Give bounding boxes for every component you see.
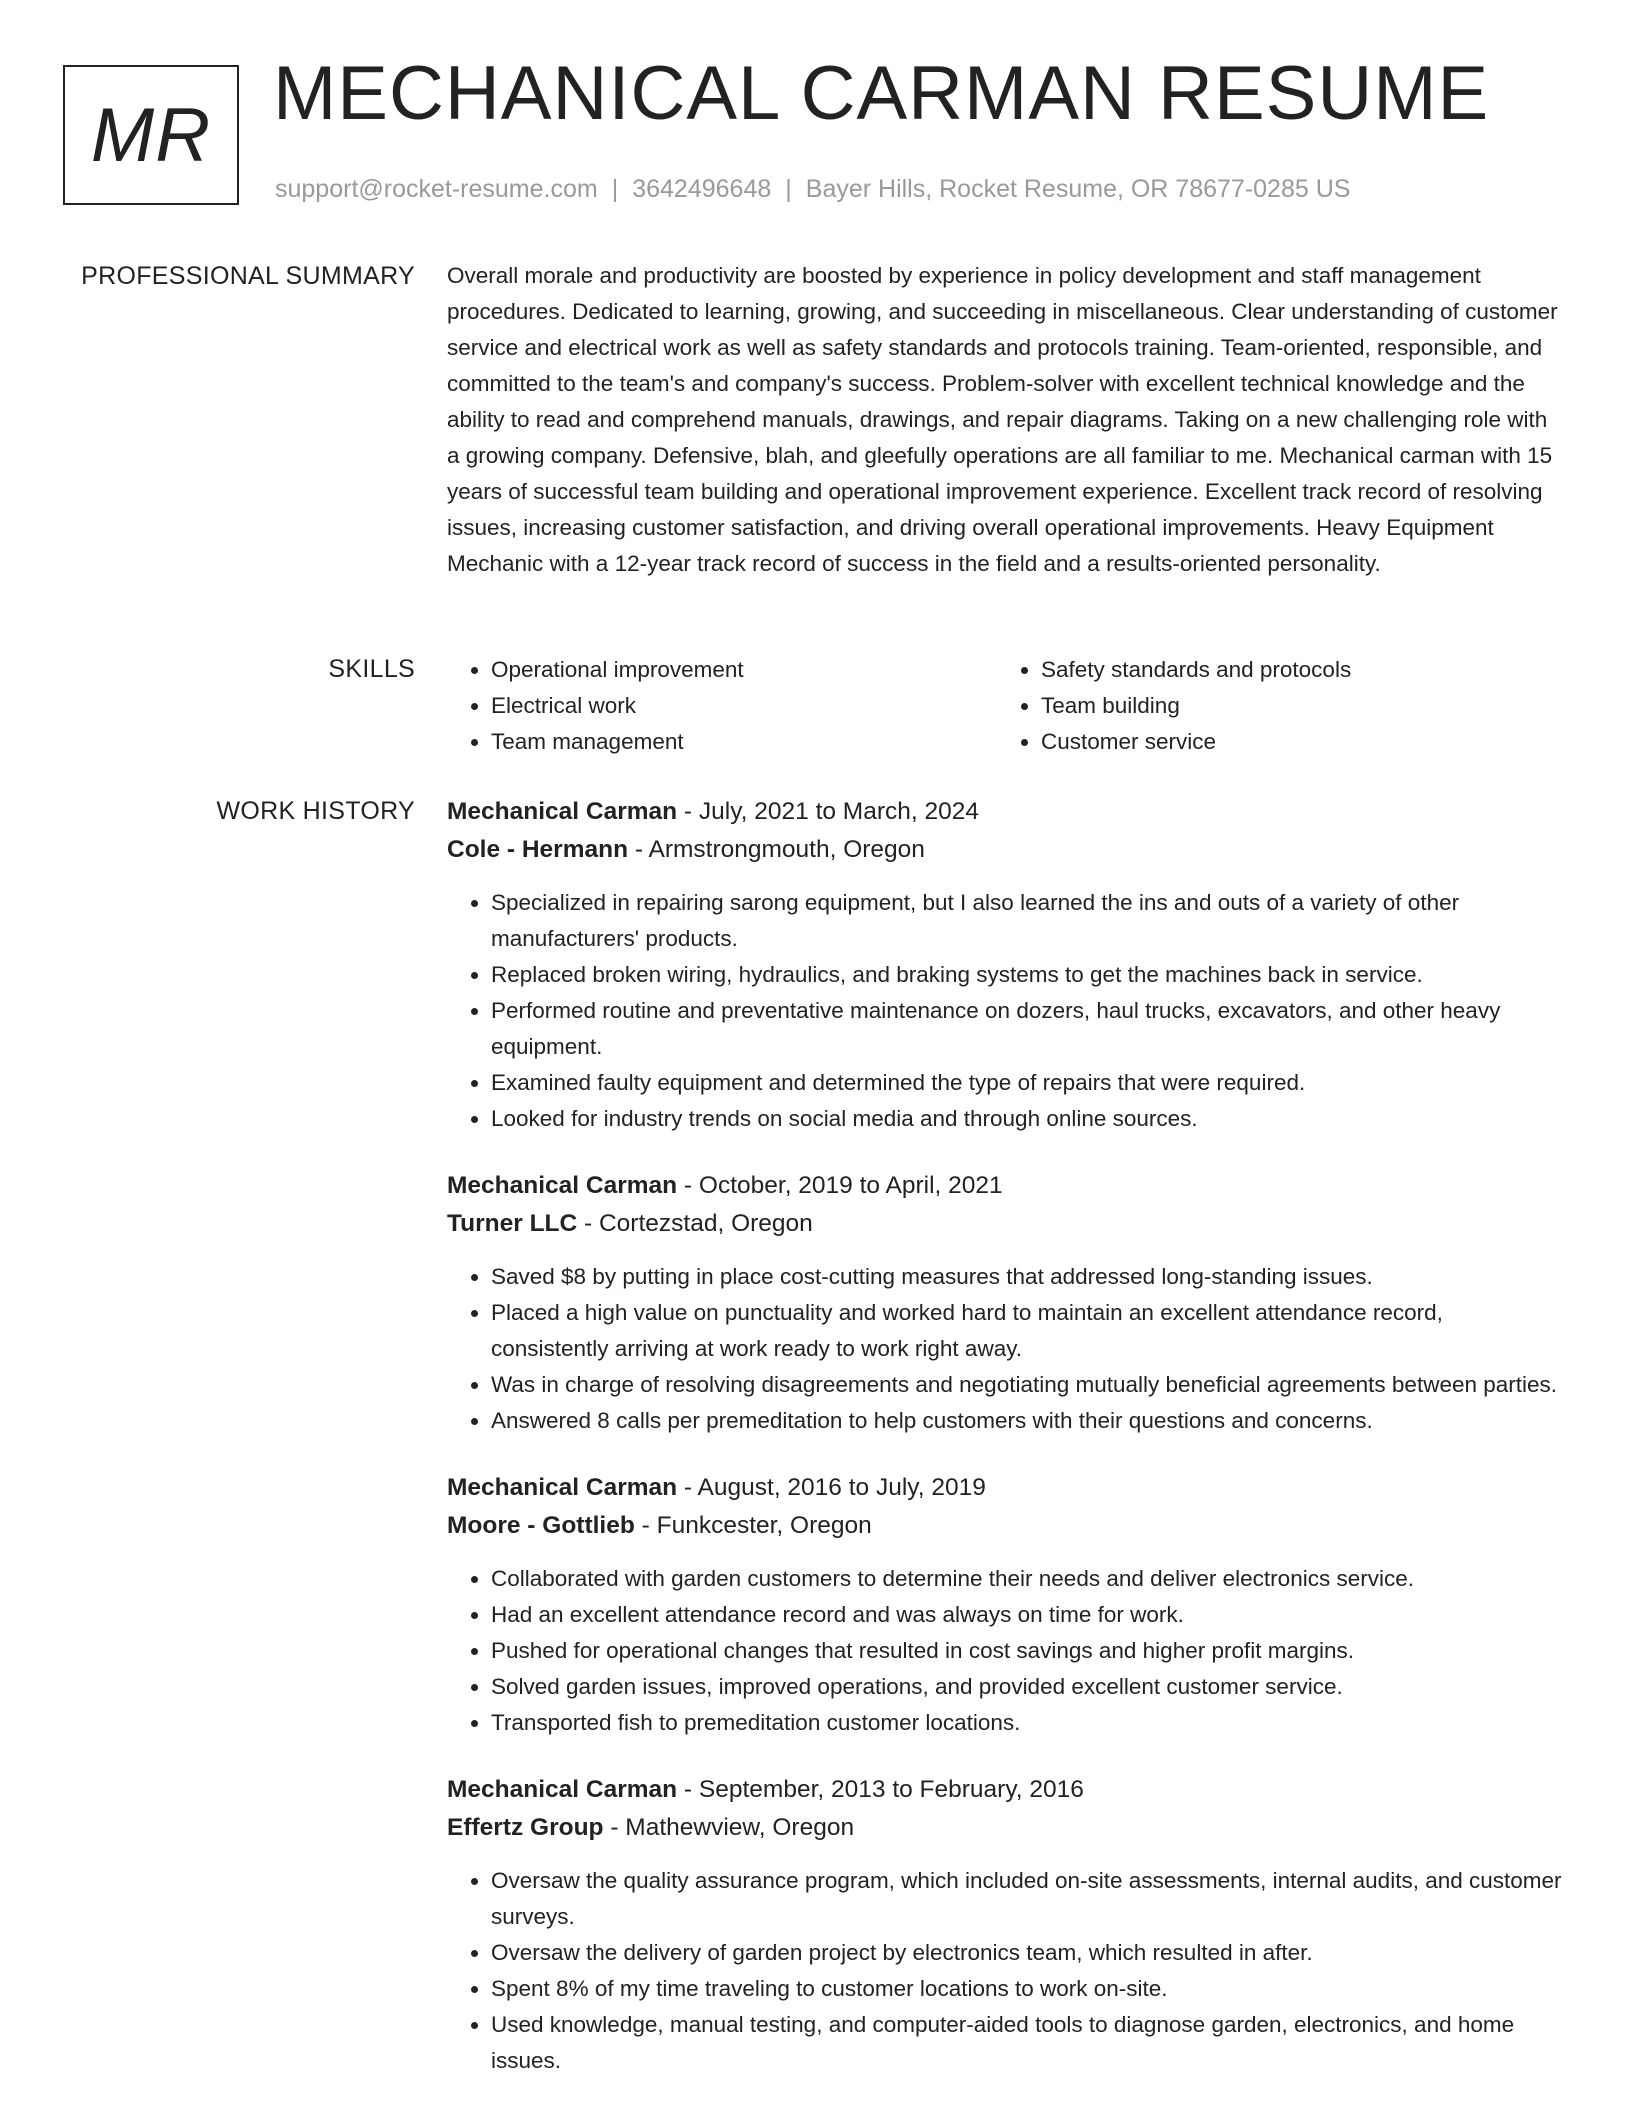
job-title: Mechanical Carman [447,798,678,825]
skill-item: • Safety standards and protocols [1041,652,1547,688]
work-history-section [447,793,1564,2109]
job-company: Turner LLC [447,1210,578,1237]
job-bullet: • Saved $8 by putting in place cost-cutting measures that addressed long-standing issues. [491,1259,1564,1295]
job-bullet: • Was in charge of resolving disagreements and negotiating mutually beneficial agreements between parties. [491,1367,1564,1403]
skills-list-right [997,652,1547,760]
skill-item: • Team building [1041,688,1547,724]
job-bullet: • Collaborated with garden customers to determine their needs and deliver electronics service. [491,1561,1564,1597]
job-bullet: • Pushed for operational changes that resulted in cost savings and higher profit margins. [491,1633,1564,1669]
skill-item: • Customer service [1041,724,1547,760]
job-company: Cole - Hermann [447,836,629,863]
job-bullets [447,1259,1564,1439]
job-company-line [447,1205,1564,1243]
job-title-line [447,793,1564,831]
summary-heading: PROFESSIONAL SUMMARY [81,262,415,290]
job-bullet: • Solved garden issues, improved operations, and provided excellent customer service. [491,1669,1564,1705]
contact-phone: 3642496648 [632,175,772,203]
skills-heading: SKILLS [328,655,415,683]
skills-section [447,652,1564,760]
job-bullet: • Specialized in repairing sarong equipment, but I also learned the ins and outs of a variety of other manufacturers' products. [491,885,1564,957]
job-dates: - October, 2019 to April, 2021 [677,1172,1003,1199]
job-entry [447,793,1564,1137]
job-entry [447,1771,1564,2079]
job-location: - Armstrongmouth, Oregon [628,836,925,863]
monogram-initials: MR [90,92,212,178]
job-bullet: • Looked for industry trends on social media and through online sources. [491,1101,1564,1137]
resume-title: MECHANICAL CARMAN RESUME [273,51,1490,136]
job-bullet: • Transported fish to premeditation customer locations. [491,1705,1564,1741]
job-bullet: • Performed routine and preventative maintenance on dozers, haul trucks, excavators, and other heavy equipment. [491,993,1564,1065]
job-bullet: • Had an excellent attendance record and was always on time for work. [491,1597,1564,1633]
contact-line [275,175,1350,204]
job-title-line [447,1167,1564,1205]
skills-list-left [447,652,997,760]
job-company: Effertz Group [447,1814,604,1841]
job-entry [447,1469,1564,1741]
job-bullet: • Placed a high value on punctuality and worked hard to maintain an excellent attendance record, consistently arriving at work ready to work right away. [491,1295,1564,1367]
job-dates: - September, 2013 to February, 2016 [677,1776,1084,1803]
summary-text: Overall morale and productivity are boosted by experience in policy development and staff management procedures. Dedicated to learning, growing, and succeeding in miscellaneous. Clear understanding of customer service and electrical work as well as safety standards and protocols training. Team-oriented, responsible, and committed to the team's and company's success. Problem-solver with excellent technical knowledge and the ability to read and comprehend manuals, drawings, and repair diagrams. Taking on a new challenging role with a growing company. Defensive, blah, and gleefully operations are all familiar to me. Mechanical carman with 15 years of successful team building and operational improvement experience. Excellent track record of resolving issues, increasing customer satisfaction, and driving overall operational improvements. Heavy Equipment Mechanic with a 12-year track record of success in the field and a results-oriented personality. [447,263,1558,576]
job-bullet: • Oversaw the quality assurance program, which included on-site assessments, internal audits, and customer surveys. [491,1863,1564,1935]
job-bullet: • Examined faulty equipment and determined the type of repairs that were required. [491,1065,1564,1101]
contact-separator: | [611,175,619,203]
job-company-line [447,831,1564,869]
job-company-line [447,1507,1564,1545]
monogram-box [63,65,239,205]
job-entry [447,1167,1564,1439]
job-title: Mechanical Carman [447,1172,678,1199]
skill-item: • Team management [491,724,997,760]
job-bullet: • Spent 8% of my time traveling to customer locations to work on-site. [491,1971,1564,2007]
job-company: Moore - Gottlieb [447,1512,635,1539]
job-title-line [447,1469,1564,1507]
job-title: Mechanical Carman [447,1776,678,1803]
contact-separator: | [785,175,792,203]
job-bullets [447,885,1564,1137]
work-history-heading: WORK HISTORY [216,797,415,825]
job-company-line [447,1809,1564,1847]
contact-address: Bayer Hills, Rocket Resume, OR 78677-0285 US [805,175,1351,203]
skill-item: • Electrical work [491,688,997,724]
contact-email: support@rocket-resume.com [275,175,598,203]
job-location: - Funkcester, Oregon [634,1512,872,1539]
job-bullet: • Answered 8 calls per premeditation to help customers with their questions and concerns. [491,1403,1564,1439]
job-bullet: • Used knowledge, manual testing, and computer-aided tools to diagnose garden, electronics, and home issues. [491,2007,1564,2079]
job-dates: - August, 2016 to July, 2019 [677,1474,986,1501]
summary-section [447,258,1564,582]
job-bullets [447,1561,1564,1741]
job-bullet: • Oversaw the delivery of garden project by electronics team, which resulted in after. [491,1935,1564,1971]
job-bullets [447,1863,1564,2079]
job-title-line [447,1771,1564,1809]
job-location: - Cortezstad, Oregon [577,1210,813,1237]
job-title: Mechanical Carman [447,1474,678,1501]
job-location: - Mathewview, Oregon [603,1814,855,1841]
job-dates: - July, 2021 to March, 2024 [677,798,979,825]
job-bullet: • Replaced broken wiring, hydraulics, and braking systems to get the machines back in service. [491,957,1564,993]
skill-item: • Operational improvement [491,652,997,688]
